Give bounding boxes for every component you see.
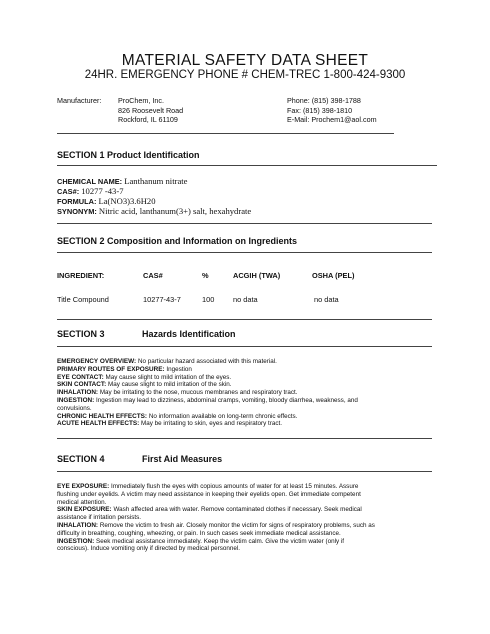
cas-value: 10277 -43-7 bbox=[81, 185, 124, 196]
first-aid-entry: INGESTION: Seek medical assistance immediately. Keep the victim calm. Give the victim water (only if bbox=[57, 537, 345, 545]
cell-acgih: no data bbox=[233, 295, 258, 304]
divider bbox=[57, 165, 437, 166]
synonym-label: SYNONYM: bbox=[57, 206, 97, 216]
first-aid-line: conscious). Induce vomiting only if directed by medical personnel. bbox=[57, 545, 241, 553]
first-aid-line: difficulty in breathing, coughing, wheezing, or pain. In such cases seek immediate medical assistance. bbox=[57, 529, 341, 537]
chemical-name-value: Lanthanum nitrate bbox=[124, 176, 188, 186]
col-header-percent: % bbox=[202, 271, 209, 280]
manufacturer-fax: Fax: (815) 398-1810 bbox=[287, 105, 353, 115]
col-header-acgih: ACGIH (TWA) bbox=[233, 271, 281, 280]
hazard-entry-continuation: convulsions. bbox=[57, 404, 92, 412]
hazard-entry: CHRONIC HEALTH EFFECTS: No information available on long-term chronic effects. bbox=[57, 412, 298, 420]
hazard-entry: SKIN CONTACT: May cause slight to mild irritation of the skin. bbox=[57, 381, 232, 389]
first-aid-entry: INHALATION: Remove the victim to fresh air. Closely monitor the victim for signs of respiratory problems, such as bbox=[57, 521, 375, 529]
hazards-list bbox=[57, 358, 447, 428]
section3-title: Hazards Identification bbox=[142, 329, 236, 339]
document-title: MATERIAL SAFETY DATA SHEET bbox=[121, 52, 369, 69]
product-identification bbox=[57, 177, 447, 217]
first-aid-line: flushing under eyelids. A victim may need assistance in keeping their eyelids open. Get immediate competent bbox=[57, 490, 361, 498]
section4-number: SECTION 4 bbox=[57, 454, 105, 464]
chemical-name-label: CHEMICAL NAME: bbox=[57, 177, 123, 186]
col-header-cas: CAS# bbox=[143, 271, 163, 280]
hazard-entry: ACUTE HEALTH EFFECTS: May be irritating to skin, eyes and respiratory tract. bbox=[57, 420, 283, 428]
divider bbox=[57, 346, 432, 347]
first-aid-list bbox=[57, 483, 447, 553]
divider bbox=[57, 319, 432, 320]
divider bbox=[57, 438, 432, 439]
formula-label: FORMULA: bbox=[57, 196, 97, 206]
divider bbox=[57, 471, 432, 472]
divider bbox=[57, 223, 432, 224]
first-aid-entry: EYE EXPOSURE: Immediately flush the eyes with copious amounts of water for at least 15 minutes. Assure bbox=[57, 483, 359, 490]
synonym-value: Nitric acid, lanthanum(3+) salt, hexahydrate bbox=[98, 205, 252, 216]
manufacturer-address bbox=[118, 96, 183, 125]
section2-title: SECTION 2 Composition and Information on Ingredients bbox=[57, 236, 298, 246]
hazard-entry: INHALATION: May be irritating to the nose, mucous membranes and respiratory tract. bbox=[57, 389, 298, 397]
hazard-entry: EYE CONTACT: May cause slight to mild irritation of the eyes. bbox=[57, 373, 232, 381]
hazard-entry: INGESTION: Ingestion may lead to dizziness, abdominal cramps, vomiting, bloody diarrhea, weakness, and bbox=[57, 396, 358, 404]
emergency-phone: 24HR. EMERGENCY PHONE # CHEM-TREC 1-800-424-9300 bbox=[84, 69, 406, 81]
section3-number: SECTION 3 bbox=[57, 329, 105, 339]
first-aid-line: assistance if irritation persists. bbox=[57, 514, 141, 522]
cas-label: CAS#: bbox=[57, 186, 80, 196]
hazard-entry: PRIMARY ROUTES OF EXPOSURE: Ingestion bbox=[57, 365, 192, 373]
cell-osha: no data bbox=[314, 295, 339, 304]
synonym-row bbox=[57, 207, 447, 217]
divider bbox=[57, 252, 432, 253]
manufacturer-contact bbox=[287, 96, 377, 125]
section4-title: First Aid Measures bbox=[142, 454, 223, 464]
manufacturer-city: Rockford, IL 61109 bbox=[118, 115, 178, 124]
cell-cas: 10277-43-7 bbox=[143, 295, 181, 304]
section1-title: SECTION 1 Product Identification bbox=[57, 150, 200, 160]
first-aid-entry: SKIN EXPOSURE: Wash affected area with water. Remove contaminated clothes if necessary. Seek medical bbox=[57, 506, 362, 514]
manufacturer-email: E-Mail: Prochem1@aol.com bbox=[287, 115, 377, 124]
manufacturer-street: 826 Roosevelt Road bbox=[118, 105, 184, 115]
manufacturer-name: ProChem, Inc. bbox=[118, 96, 164, 105]
first-aid-line: medical attention. bbox=[57, 498, 107, 506]
hazard-entry: EMERGENCY OVERVIEW: No particular hazard associated with this material. bbox=[57, 358, 277, 365]
cell-percent: 100 bbox=[202, 295, 215, 304]
divider bbox=[57, 133, 394, 134]
col-header-osha: OSHA (PEL) bbox=[312, 271, 355, 280]
manufacturer-label: Manufacturer: bbox=[57, 96, 102, 105]
manufacturer-phone: Phone: (815) 398-1788 bbox=[287, 96, 361, 105]
cell-ingredient: Title Compound bbox=[57, 295, 109, 304]
col-header-ingredient: INGREDIENT: bbox=[57, 271, 105, 280]
formula-value: La(NO3)3.6H20 bbox=[98, 195, 156, 206]
